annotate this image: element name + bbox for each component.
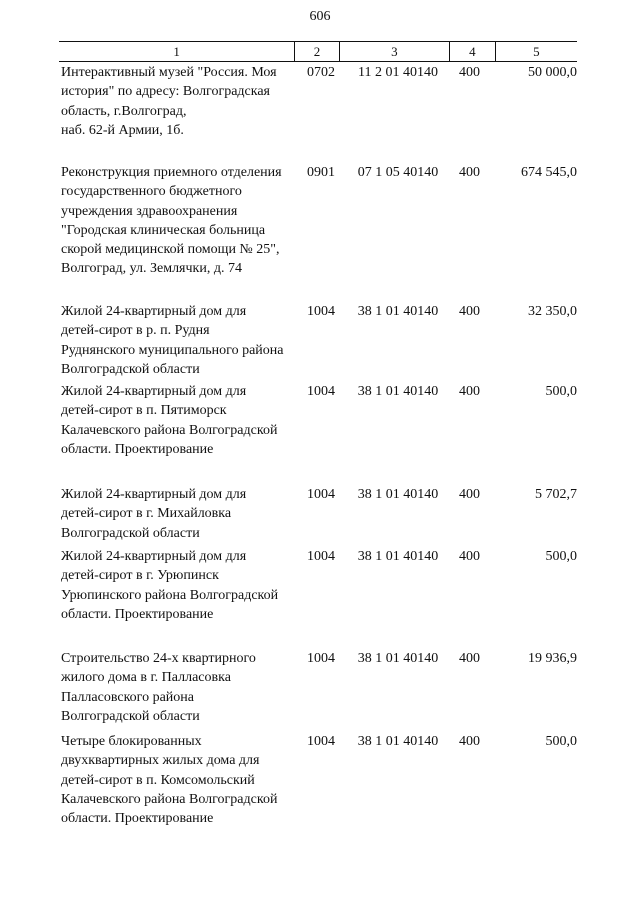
row-type: 400 (459, 65, 480, 80)
row-name-line: Руднянского муниципального района (61, 342, 284, 358)
row-section: 1004 (307, 549, 335, 564)
row-name (59, 547, 296, 624)
row-section: 1004 (307, 304, 335, 319)
row-name-line: Жилой 24-квартирный дом для (61, 384, 247, 399)
row-name-line: области. Проектирование (61, 811, 214, 827)
row-name-line: Калачевского района Волгоградской (61, 422, 278, 438)
row-name-line: области. Проектирование (61, 441, 214, 457)
row-name (59, 485, 296, 543)
page-number: 606 (309, 9, 331, 24)
row-name-line: детей-сирот в р. п. Рудня (61, 323, 210, 339)
row-name-line: Четыре блокированных (61, 734, 202, 749)
row-name-line: Волгоградской области (61, 525, 200, 541)
table-row (59, 163, 577, 279)
row-name-line: Волгоградской области (61, 361, 200, 377)
row-target: 38 1 01 40140 (357, 384, 439, 399)
table-header (59, 41, 577, 62)
row-name (59, 163, 296, 279)
row-type: 400 (459, 651, 480, 666)
row-target: 38 1 01 40140 (357, 651, 439, 666)
row-type: 400 (459, 487, 480, 502)
row-amount: 5 702,7 (535, 487, 577, 502)
header-col-5: 5 (495, 42, 577, 61)
header-col-3: 3 (339, 42, 449, 61)
header-col-4: 4 (449, 42, 495, 61)
row-name-line: Волгоград, ул. Землячки, д. 74 (61, 261, 242, 277)
row-amount: 50 000,0 (528, 65, 577, 80)
row-name-line: наб. 62-й Армии, 1б. (61, 122, 184, 138)
row-name-line: области. Проектирование (61, 606, 214, 622)
row-type: 400 (459, 165, 480, 180)
row-name-line: скорой медицинской помощи № 25", (61, 242, 280, 258)
row-name-line: Волгоградской области (61, 708, 200, 724)
row-section: 1004 (307, 651, 335, 666)
header-col-1: 1 (173, 44, 180, 59)
row-name (59, 382, 296, 459)
header-col-2: 2 (294, 42, 339, 61)
row-section: 0901 (307, 165, 335, 180)
table-row (59, 732, 577, 828)
row-type: 400 (459, 384, 480, 399)
row-name-line: "Городская клиническая больница (61, 222, 266, 238)
row-target: 07 1 05 40140 (357, 165, 439, 180)
row-amount: 500,0 (545, 734, 577, 749)
row-name (59, 732, 296, 828)
budget-table (59, 41, 577, 827)
row-name-line: Урюпинского района Волгоградской (61, 587, 279, 603)
table-row (59, 382, 577, 459)
row-section: 1004 (307, 487, 335, 502)
row-target: 11 2 01 40140 (358, 65, 438, 80)
row-name-line: государственного бюджетного (61, 184, 242, 200)
row-name-line: Интерактивный музей "Россия. Моя (61, 65, 277, 80)
row-name (59, 63, 296, 140)
row-name-line: учреждения здравоохранения (61, 203, 238, 219)
row-name-line: Строительство 24-х квартирного (61, 651, 256, 666)
row-section: 0702 (307, 65, 335, 80)
row-name-line: Реконструкция приемного отделения (61, 165, 282, 180)
row-name-line: история" по адресу: Волгоградская (61, 84, 270, 100)
row-target: 38 1 01 40140 (357, 487, 439, 502)
row-target: 38 1 01 40140 (357, 304, 439, 319)
row-name-line: Жилой 24-квартирный дом для (61, 487, 247, 502)
table-row (59, 649, 577, 726)
row-target: 38 1 01 40140 (357, 549, 439, 564)
row-amount: 500,0 (545, 549, 577, 564)
row-name-line: детей-сирот в п. Комсомольский (61, 772, 255, 788)
row-name-line: Жилой 24-квартирный дом для (61, 549, 247, 564)
row-name-line: Калачевского района Волгоградской (61, 791, 278, 807)
row-name-line: жилого дома в г. Палласовка (61, 670, 231, 686)
row-amount: 674 545,0 (521, 165, 577, 180)
row-amount: 19 936,9 (528, 651, 577, 666)
row-name-line: Жилой 24-квартирный дом для (61, 304, 247, 319)
row-amount: 32 350,0 (528, 304, 577, 319)
table-row (59, 485, 577, 543)
row-type: 400 (459, 549, 480, 564)
row-section: 1004 (307, 384, 335, 399)
row-name-line: детей-сирот в г. Михайловка (61, 506, 232, 522)
row-name (59, 649, 296, 726)
row-name (59, 302, 296, 379)
row-amount: 500,0 (545, 384, 577, 399)
row-name-line: детей-сирот в г. Урюпинск (61, 568, 219, 584)
row-target: 38 1 01 40140 (357, 734, 439, 749)
table-row (59, 547, 577, 624)
row-type: 400 (459, 304, 480, 319)
row-name-line: двухквартирных жилых дома для (61, 753, 260, 769)
row-name-line: Палласовского района (61, 689, 194, 705)
table-row (59, 63, 577, 140)
row-name-line: детей-сирот в п. Пятиморск (61, 403, 227, 419)
row-section: 1004 (307, 734, 335, 749)
row-name-line: область, г.Волгоград, (61, 103, 187, 119)
table-row (59, 302, 577, 379)
row-type: 400 (459, 734, 480, 749)
